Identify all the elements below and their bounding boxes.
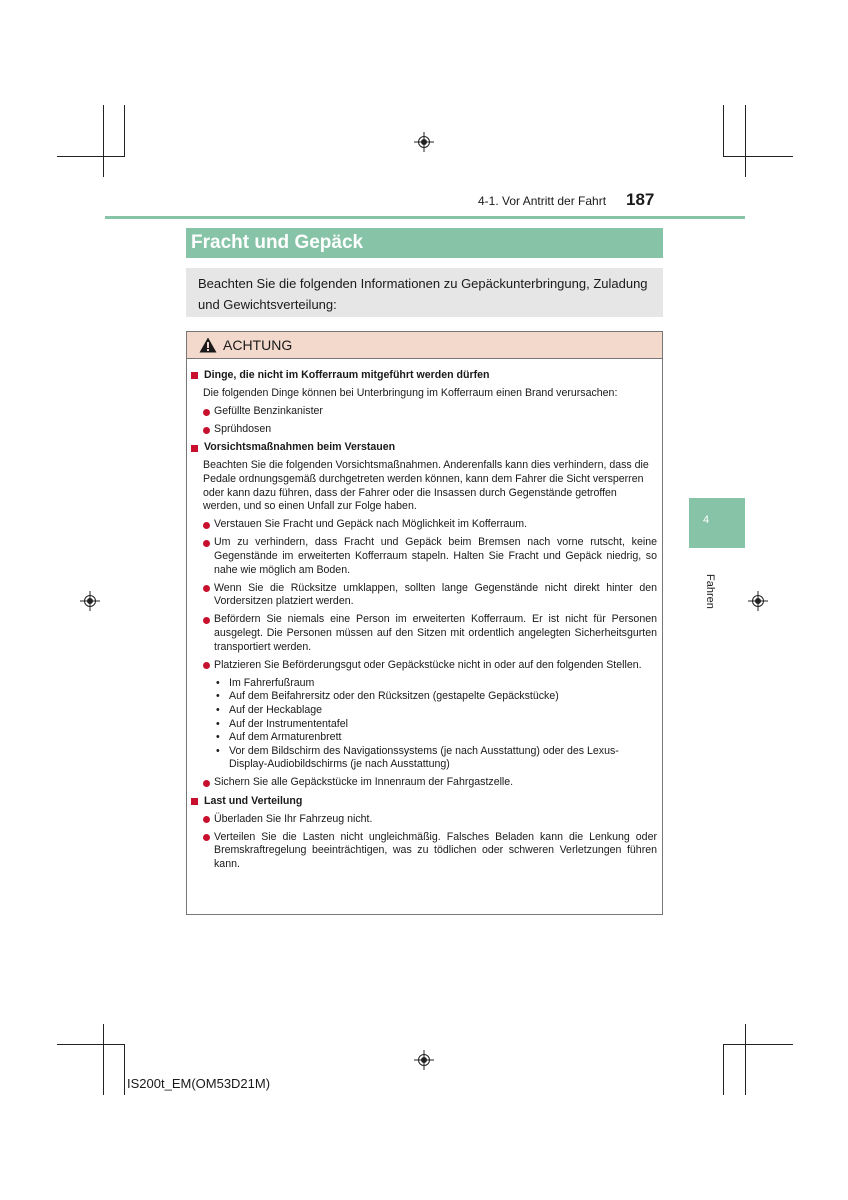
section-heading: Last und Verteilung <box>191 795 657 809</box>
registration-mark-icon <box>414 132 434 152</box>
sub-item: • Auf der Instrumententafel <box>216 717 348 730</box>
bullet-item: Befördern Sie niemals eine Person im erweiterten Kofferraum. Er ist nicht für Personen ausgelegt. Die Personen müssen auf den Sitzen mit ordentlich angelegten Sicherheitsgurten transportiert werden. <box>191 613 657 654</box>
bullet-item: Platzieren Sie Beförderungsgut oder Gepäckstücke nicht in oder auf den folgenden Stellen. <box>191 659 657 673</box>
sub-item: • Im Fahrerfußraum <box>216 676 315 689</box>
red-dot-icon <box>203 834 210 841</box>
section-heading: Vorsichtsmaßnahmen beim Verstauen <box>191 441 657 455</box>
warning-header <box>187 332 662 359</box>
red-dot-icon <box>203 816 210 823</box>
bullet-item: Verteilen Sie die Lasten nicht ungleichmäßig. Falsches Beladen kann die Lenkung oder Bremskraftregelung beeinträchtigen, was zu tödlichen oder schweren Verletzungen führen kann. <box>191 831 657 872</box>
sub-item: • Vor dem Bildschirm des Navigationssystems (je nach Ausstattung) oder des Lexus-Display-Audiobildschirms (je nach Ausstattung) <box>216 744 619 771</box>
bullet-item: Verstauen Sie Fracht und Gepäck nach Möglichkeit im Kofferraum. <box>191 518 657 532</box>
red-dot-icon <box>203 427 210 434</box>
intro-text: Beachten Sie die folgenden Informationen zu Gepäckunterbringung, Zuladung und Gewichtsverteilung: <box>198 276 648 312</box>
section-heading: Dinge, die nicht im Kofferraum mitgeführt werden dürfen <box>191 369 657 383</box>
crop-mark <box>745 105 746 177</box>
crop-mark <box>57 156 125 157</box>
red-dot-icon <box>203 522 210 529</box>
sub-item: • Auf dem Armaturenbrett <box>216 731 342 744</box>
crop-mark <box>723 105 724 157</box>
crop-mark <box>723 156 793 157</box>
footer-code: IS200t_EM(OM53D21M) <box>127 1076 271 1091</box>
red-dot-icon <box>203 540 210 547</box>
page-number: 187 <box>626 190 655 209</box>
red-square-icon <box>191 445 198 452</box>
header-divider <box>105 216 745 219</box>
registration-mark-icon <box>414 1050 434 1070</box>
crop-mark <box>745 1024 746 1095</box>
bullet-item: Gefüllte Benzinkanister <box>191 405 657 419</box>
red-square-icon <box>191 372 198 379</box>
bullet-item: Sprühdosen <box>191 423 657 437</box>
red-dot-icon <box>203 780 210 787</box>
red-dot-icon <box>203 585 210 592</box>
sub-list <box>191 677 657 772</box>
crop-mark <box>124 1044 125 1095</box>
crop-mark <box>124 105 125 157</box>
crop-mark <box>103 105 104 177</box>
bullet-item: Überladen Sie Ihr Fahrzeug nicht. <box>191 813 657 827</box>
crop-mark <box>723 1044 724 1095</box>
red-dot-icon <box>203 617 210 624</box>
page-title: Fracht und Gepäck <box>186 228 663 258</box>
red-dot-icon <box>203 662 210 669</box>
paragraph: Die folgenden Dinge können bei Unterbringung im Kofferraum einen Brand verursachen: <box>203 387 618 400</box>
intro-box <box>186 268 663 317</box>
bullet-item: Wenn Sie die Rücksitze umklappen, sollten lange Gegenstände nicht direkt hinter den Vordersitzen platziert werden. <box>191 582 657 609</box>
warning-triangle-icon <box>199 337 217 353</box>
chapter-label: Fahren <box>704 574 716 609</box>
crop-mark <box>57 1044 125 1045</box>
warning-body <box>187 359 662 872</box>
bullet-item: Sichern Sie alle Gepäckstücke im Innenraum der Fahrgastzelle. <box>191 776 657 790</box>
warning-label: ACHTUNG <box>223 337 293 353</box>
crop-mark <box>103 1024 104 1095</box>
registration-mark-icon <box>80 591 100 611</box>
paragraph: Beachten Sie die folgenden Vorsichtsmaßnahmen. Anderenfalls kann dies verhindern, dass die Pedale ordnungsgemäß durchgetreten werden können, kann dem Fahrer die Sicht versperren oder kann dazu führen, dass der Fahrer oder die Insassen durch Gegenstände getroffen werden, und so einen Unfall zur Folge haben. <box>203 459 649 513</box>
sub-item: • Auf dem Beifahrersitz oder den Rücksitzen (gestapelte Gepäckstücke) <box>216 690 559 703</box>
section-path: 4-1. Vor Antritt der Fahrt <box>478 194 607 208</box>
red-square-icon <box>191 798 198 805</box>
warning-box <box>186 331 663 915</box>
registration-mark-icon <box>748 591 768 611</box>
sub-item: • Auf der Heckablage <box>216 703 323 716</box>
chapter-tab <box>689 498 745 548</box>
chapter-number: 4 <box>703 514 710 526</box>
red-dot-icon <box>203 409 210 416</box>
crop-mark <box>723 1044 793 1045</box>
bullet-item: Um zu verhindern, dass Fracht und Gepäck beim Bremsen nach vorne rutscht, keine Gegenstände im erweiterten Kofferraum stapeln. Halten Sie Fracht und Gepäck niedrig, so nahe wie möglich am Boden. <box>191 536 657 577</box>
